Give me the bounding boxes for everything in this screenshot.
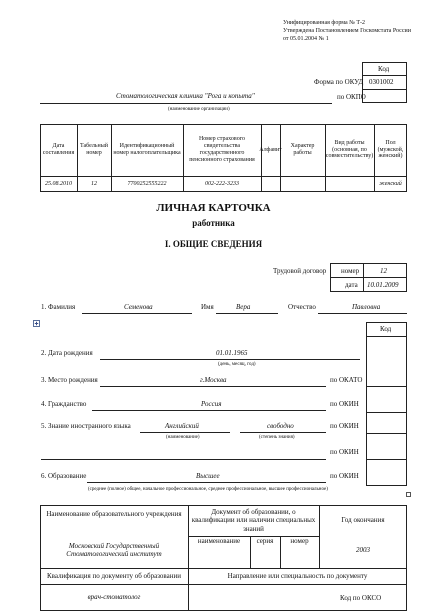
- language-level-caption: (степень знания): [259, 435, 295, 440]
- codes-column: [366, 322, 407, 486]
- edu-header-specialty: Направление или специальность по документу: [227, 571, 368, 580]
- cell-work-character: [280, 176, 325, 192]
- kod-header-2: Код: [380, 325, 392, 333]
- contract-number-value: 12: [380, 267, 387, 275]
- cell-alphabet: [261, 176, 280, 192]
- col-header-inn: Идентификационный номер налогоплательщика: [113, 143, 181, 156]
- corner-marker: [406, 492, 411, 497]
- okso-label: Код по ОКСО: [340, 594, 382, 602]
- col-header-date: Дата составления: [42, 143, 75, 156]
- okud-label: Форма по ОКУД: [314, 78, 364, 86]
- document-subtitle: работника: [192, 218, 235, 228]
- col-header-snils: Номер страхового свидетельства государственного пенсионного страхования: [189, 136, 255, 163]
- plus-box-icon[interactable]: [33, 314, 40, 321]
- cell-tab-number: 12: [91, 180, 97, 187]
- cell-snils: 002-222-3233: [205, 180, 239, 187]
- education-value: Высшее: [196, 472, 220, 480]
- okud-value: 0301002: [369, 78, 394, 86]
- birthdate-caption: (день, месяц, год): [218, 362, 256, 367]
- birthplace-value: г.Москва: [200, 376, 227, 384]
- language-value: Английский: [165, 422, 199, 430]
- birthdate-value: 01.01.1965: [216, 349, 248, 357]
- form-header-line3: от 05.01.2004 № 1: [283, 36, 329, 42]
- cell-inn: 7700252555222: [127, 180, 167, 187]
- organization-caption: (наименование организации): [168, 107, 230, 112]
- col-header-tab-number: Табельный номер: [80, 143, 108, 156]
- language-label: 5. Знание иностранного языка: [41, 422, 131, 430]
- language-name-caption: (наименование): [166, 435, 200, 440]
- section-title: I. ОБЩИЕ СВЕДЕНИЯ: [164, 239, 263, 249]
- form-header-line2: Утверждена Постановлением Госкомстата России: [283, 28, 411, 34]
- okin-label-language: по ОКИН: [330, 422, 359, 430]
- contract-date-value: 10.01.2009: [367, 281, 399, 289]
- okin-label-language-2: по ОКИН: [330, 448, 359, 456]
- surname-value: Семенова: [124, 303, 153, 311]
- col-header-gender: Пол (мужской, женский): [377, 139, 404, 160]
- edu-qualification-value: врач-стоматолог: [87, 592, 141, 601]
- citizenship-value: Россия: [201, 400, 222, 408]
- kod-header: Код: [378, 65, 390, 73]
- birthplace-label: 3. Место рождения: [41, 376, 98, 384]
- education-label: 6. Образование: [41, 472, 87, 480]
- patronymic-label: Отчество: [288, 303, 316, 311]
- contract-label: Трудовой договор: [273, 267, 327, 275]
- edu-header-qualification: Квалификация по документу об образовании: [47, 571, 181, 580]
- language-level-value: свободно: [267, 422, 294, 430]
- okato-label: по ОКАТО: [330, 376, 363, 384]
- citizenship-label: 4. Гражданство: [41, 400, 87, 408]
- name-label: Имя: [201, 303, 214, 311]
- contract-date-label: дата: [345, 281, 358, 289]
- col-header-alphabet: Алфавит: [259, 146, 282, 153]
- patronymic-value: Павловна: [352, 303, 381, 311]
- edu-header-institution: Наименование образовательного учреждения: [46, 509, 182, 518]
- okin-label-citizenship: по ОКИН: [330, 400, 359, 408]
- fio-label: 1. Фамилия: [41, 303, 76, 311]
- document-title: ЛИЧНАЯ КАРТОЧКА: [156, 202, 271, 214]
- cell-gender: женский: [379, 180, 402, 187]
- edu-subheader-number: номер: [290, 537, 309, 546]
- cell-work-type: [325, 176, 374, 192]
- edu-header-document: Документ об образовании, о квалификации или наличии специальных знаний: [191, 508, 316, 533]
- name-value: Вера: [236, 303, 251, 311]
- edu-subheader-name: наименование: [197, 537, 241, 546]
- edu-header-year: Год окончания: [341, 516, 385, 525]
- edu-year-value: 2003: [356, 545, 370, 554]
- contract-number-label: номер: [341, 267, 360, 275]
- birthdate-label: 2. Дата рождения: [41, 349, 93, 357]
- cell-date: 25.08.2010: [45, 180, 72, 187]
- form-header-line1: Унифицированная форма № Т-2: [283, 20, 366, 26]
- okin-label-education: по ОКИН: [330, 472, 359, 480]
- edu-institution-value: Московский Государственный Стоматологический институт: [66, 541, 162, 558]
- col-header-work-character: Характер работы: [290, 143, 315, 156]
- okpo-label: по ОКПО: [337, 93, 366, 101]
- col-header-work-type: Вид работы (основная, по совместительству): [325, 139, 374, 160]
- education-caption: (среднее (полное) общее, начальное профессиональное, среднее профессиональное, высшее профессиональное): [88, 487, 328, 492]
- organization-name: Стоматологическая клиника "Рога и копыта": [116, 92, 255, 100]
- edu-subheader-series: серия: [256, 537, 274, 546]
